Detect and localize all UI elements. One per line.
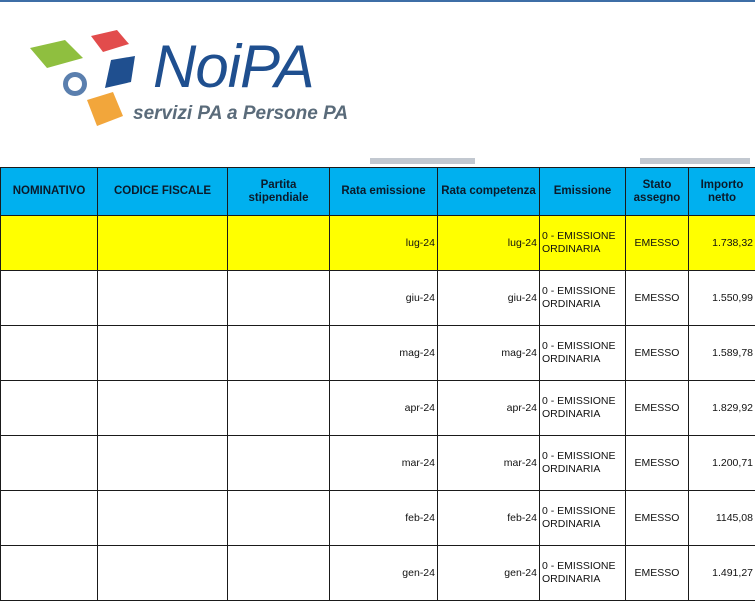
cell-rata-competenza: mag-24 [438,326,540,381]
table-row [1,326,755,381]
cell-rata-emissione: lug-24 [330,216,438,271]
logo-subtitle: servizi PA a Persone PA [133,102,348,126]
cell-stato: EMESSO [626,271,689,326]
header-stato-assegno: Stato assegno [626,168,689,216]
table-row [1,491,755,546]
cell-nominativo [1,216,98,271]
cell-partita [228,326,330,381]
cell-partita [228,546,330,601]
cell-nominativo [1,381,98,436]
cell-nominativo [1,326,98,381]
cell-emissione: 0 - EMISSIONE ORDINARIA [540,491,626,546]
cell-nominativo [1,546,98,601]
cell-codice-fiscale [98,546,228,601]
cell-emissione: 0 - EMISSIONE ORDINARIA [540,381,626,436]
cell-rata-competenza: feb-24 [438,491,540,546]
cell-emissione: 0 - EMISSIONE ORDINARIA [540,546,626,601]
top-border-line [0,0,755,2]
cell-partita [228,271,330,326]
header-nominativo: NOMINATIVO [1,168,98,216]
cell-rata-emissione: mag-24 [330,326,438,381]
cell-rata-competenza: lug-24 [438,216,540,271]
cell-partita [228,216,330,271]
cell-stato: EMESSO [626,436,689,491]
cell-rata-emissione: apr-24 [330,381,438,436]
cell-importo: 1145,08 [689,491,755,546]
cell-codice-fiscale [98,436,228,491]
cell-rata-competenza: giu-24 [438,271,540,326]
logo-title: NoiPA [153,32,314,102]
noipa-logo [25,30,385,140]
cell-importo: 1.738,32 [689,216,755,271]
cell-stato: EMESSO [626,381,689,436]
cell-nominativo [1,271,98,326]
cell-rata-competenza: mar-24 [438,436,540,491]
header-rata-emissione: Rata emissione [330,168,438,216]
cell-rata-competenza: apr-24 [438,381,540,436]
cell-codice-fiscale [98,271,228,326]
cell-rata-emissione: feb-24 [330,491,438,546]
cell-rata-emissione: mar-24 [330,436,438,491]
cell-nominativo [1,436,98,491]
cell-rata-emissione: giu-24 [330,271,438,326]
cell-importo: 1.589,78 [689,326,755,381]
cell-emissione: 0 - EMISSIONE ORDINARIA [540,216,626,271]
cell-codice-fiscale [98,326,228,381]
header-partita-stipendiale: Partita stipendiale [228,168,330,216]
table-row [1,436,755,491]
table-row [1,271,755,326]
cell-emissione: 0 - EMISSIONE ORDINARIA [540,326,626,381]
cell-nominativo [1,491,98,546]
cell-codice-fiscale [98,216,228,271]
cell-stato: EMESSO [626,216,689,271]
cell-importo: 1.491,27 [689,546,755,601]
cropped-text-fragment [370,158,475,164]
table-row [1,216,755,271]
cell-stato: EMESSO [626,546,689,601]
payment-table [0,167,755,601]
header-emissione: Emissione [540,168,626,216]
table-row [1,546,755,601]
cell-codice-fiscale [98,491,228,546]
cell-partita [228,381,330,436]
header-importo-netto: Importo netto [689,168,755,216]
table-header-row [1,168,755,216]
header-codice-fiscale: CODICE FISCALE [98,168,228,216]
cell-emissione: 0 - EMISSIONE ORDINARIA [540,436,626,491]
cell-importo: 1.200,71 [689,436,755,491]
cell-partita [228,491,330,546]
cell-partita [228,436,330,491]
table-row [1,381,755,436]
cropped-text-fragment [640,158,750,164]
cell-stato: EMESSO [626,326,689,381]
cell-stato: EMESSO [626,491,689,546]
cell-importo: 1.550,99 [689,271,755,326]
cell-importo: 1.829,92 [689,381,755,436]
cell-rata-emissione: gen-24 [330,546,438,601]
cell-codice-fiscale [98,381,228,436]
header-rata-competenza: Rata competenza [438,168,540,216]
cell-rata-competenza: gen-24 [438,546,540,601]
cell-emissione: 0 - EMISSIONE ORDINARIA [540,271,626,326]
